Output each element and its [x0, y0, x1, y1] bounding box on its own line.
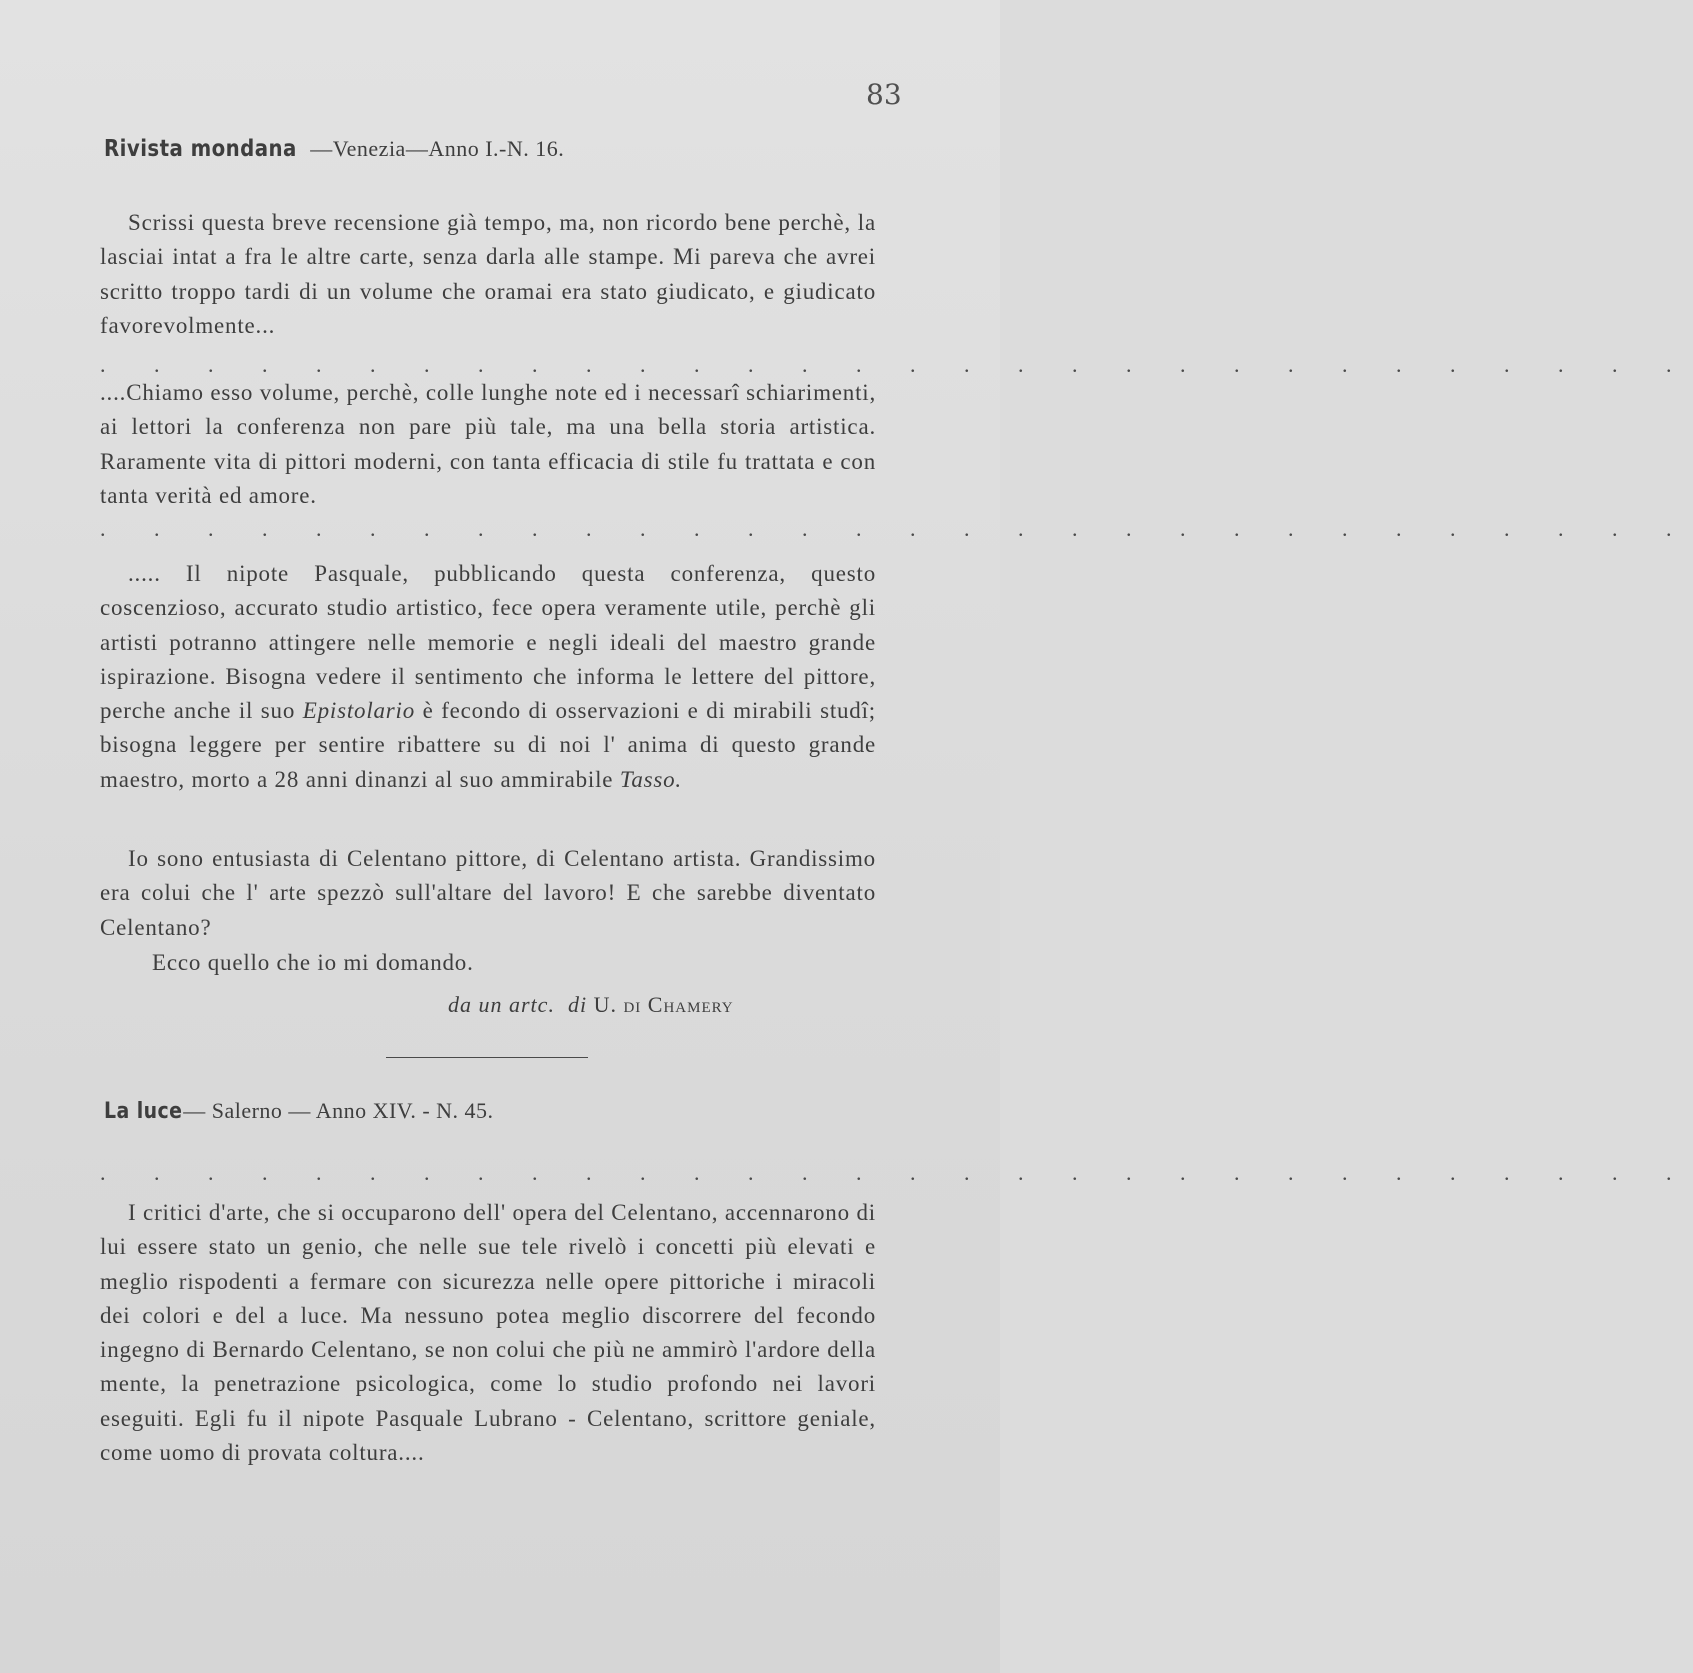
ellipsis-row-2: . . . . . . . . . . . . . . . . . . . . . . . . . . . . . . — [100, 516, 1693, 541]
signature-by: di — [567, 992, 588, 1017]
article1-paragraph-3 — [100, 557, 876, 797]
article2-heading — [104, 1098, 904, 1124]
article1-paragraph-4: Io sono entusiasta di Celentano pittore, di Celentano artista. Grandissimo era colui che l' arte spezzò sull'altare del lavoro! E che sarebbe diventato Celentano? — [100, 846, 876, 940]
article1-publication: Rivista mondana — [104, 136, 297, 162]
article1-meta: —Venezia—Anno I.-N. 16. — [310, 136, 565, 161]
ellipsis-row-1: . . . . . . . . . . . . . . . . . . . . . . . . . . . . . . — [100, 352, 1693, 377]
signature-author: U. di Chamery — [593, 992, 734, 1017]
article1-signature — [448, 992, 734, 1018]
article2-paragraph-1: I critici d'arte, che si occuparono dell' opera del Celentano, accennarono di lui essere stato un genio, che nelle sue tele rivelò i concetti più elevati e meglio rispodenti a fermare con sicurezza nelle opere pittoriche i miracoli dei colori e del a luce. Ma nessuno potea meglio discorrere del fecondo ingegno di Bernardo Celentano, se non colui che più ne ammirò l'ardore della mente, la penetrazione psicologica, come lo studio profondo nei lavori eseguiti. Egli fu il nipote Pasquale Lubrano - Celentano, scrittore geniale, come uomo di provata coltura.... — [100, 1200, 876, 1466]
epistolario-title: Epistolario — [302, 698, 416, 724]
article1-paragraph-1: Scrissi questa breve recensione già tempo, ma, non ricordo bene perchè, la lasciai intat a fra le altre carte, senza darla alle stampe. Mi pareva che avrei scritto troppo tardi di un volume che oramai era stato giudicato, e giudicato favorevolmente... — [100, 210, 876, 338]
page-number: 83 — [866, 78, 902, 111]
article1-paragraph-3-text-b: è fecondo di osservazioni e di mirabili studî; bisogna leggere per sentire ribattere su di noi l' anima di questo grande maestro, morto a 28 anni dinanzi al suo ammirabile — [100, 698, 876, 792]
section-divider — [386, 1057, 588, 1058]
article1-paragraph-3-text-a: ..... Il nipote Pasquale, pubblicando questa conferenza, questo coscenzioso, accurato studio artistico, fece opera veramente utile, perchè gli artisti potranno attingere nelle memorie e negli ideali del maestro grande ispirazione. Bisogna vedere il sentimento che informa le lettere del pittore, perche anche il suo — [100, 561, 876, 724]
ellipsis-row-3: . . . . . . . . . . . . . . . . . . . . . . . . . . . . . . — [100, 1160, 1693, 1185]
tasso-title: Tasso. — [619, 766, 682, 792]
article1-heading — [104, 136, 904, 162]
article1-paragraph-2: ....Chiamo esso volume, perchè, colle lunghe note ed i necessarî schiarimenti, ai lettori la conferenza non pare più tale, ma una bella storia artistica. Raramente vita di pittori moderni, con tanta efficacia di stile fu trattata e con tanta verità ed amore. — [100, 380, 876, 508]
article1-paragraph-5: Ecco quello che io mi domando. — [152, 950, 474, 975]
article2-publication: La luce — [104, 1099, 183, 1124]
article2-meta: — Salerno — Anno XIV. - N. 45. — [177, 1098, 494, 1123]
signature-source: da un artc. — [448, 992, 555, 1017]
